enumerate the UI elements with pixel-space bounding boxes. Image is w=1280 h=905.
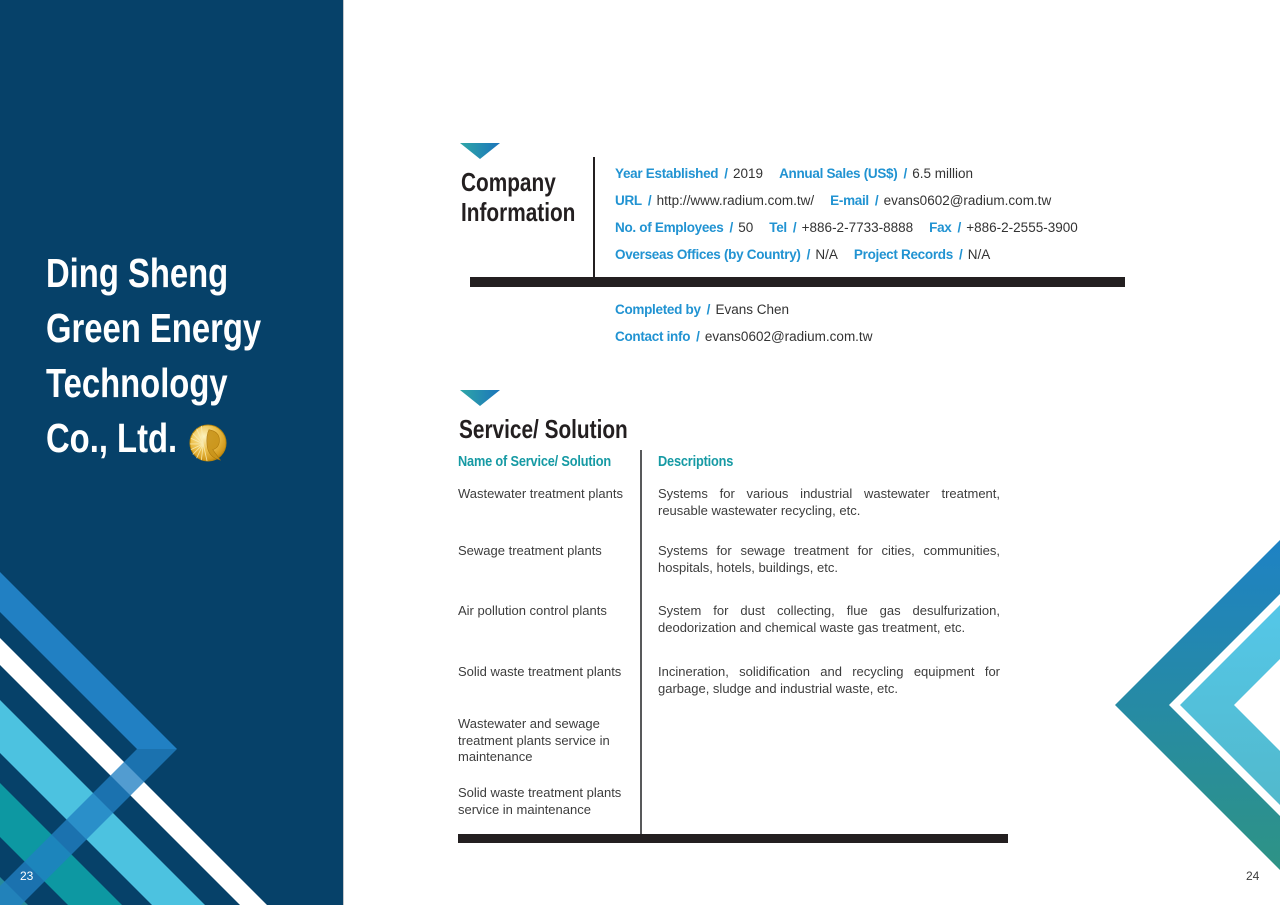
service-description-cell: Systems for various industrial wastewater treatment, reusable wastewater recycling, etc. xyxy=(658,486,1000,518)
info-field: No. of Employees / 50 xyxy=(615,220,754,235)
chevron-decoration-right xyxy=(1115,540,1280,905)
service-description-cell: System for dust collecting, flue gas desulfurization, deodorization and chemical waste gas treatment, etc. xyxy=(658,603,1000,635)
service-description-cell: Systems for sewage treatment for cities, communities, hospitals, hotels, buildings, etc. xyxy=(658,543,1000,575)
info-field: Project Records / N/A xyxy=(853,247,991,262)
column-header-name: Name of Service/ Solution xyxy=(458,453,612,470)
info-field: Overseas Offices (by Country) / N/A xyxy=(615,247,838,262)
column-header-descriptions: Descriptions xyxy=(658,453,734,470)
table-column-divider xyxy=(640,450,642,836)
company-info-divider xyxy=(593,157,595,277)
company-name-line: Green Energy xyxy=(46,305,262,351)
company-name xyxy=(46,246,261,466)
info-field: Annual Sales (US$) / 6.5 million xyxy=(779,166,974,181)
info-line xyxy=(615,323,872,350)
section-marker-triangle-icon xyxy=(460,143,500,159)
info-field: URL / http://www.radium.com.tw/ xyxy=(615,193,815,208)
page-number-right: 24 xyxy=(1246,869,1260,883)
service-solution-heading: Service/ Solution xyxy=(459,414,628,444)
service-name-cell: Wastewater treatment plants xyxy=(458,486,623,501)
service-name-cell: Sewage treatment plants xyxy=(458,543,602,558)
chevron-decoration-left xyxy=(0,560,343,905)
service-name-cell: Air pollution control plants xyxy=(458,603,607,618)
section-separator-bar xyxy=(470,277,1125,287)
info-line xyxy=(615,214,1155,241)
info-field: Contact info / evans0602@radium.com.tw xyxy=(615,329,873,344)
company-name-line: Technology xyxy=(46,360,228,406)
page-number-left: 23 xyxy=(20,869,34,883)
section-marker-triangle-icon xyxy=(460,390,500,406)
info-line xyxy=(615,241,1155,268)
company-name-line: Co., Ltd. xyxy=(46,415,178,461)
info-line xyxy=(615,187,1155,214)
info-field: E-mail / evans0602@radium.com.tw xyxy=(830,193,1052,208)
sidebar xyxy=(0,0,344,905)
info-line xyxy=(615,296,872,323)
service-name-cell: Solid waste treatment plants xyxy=(458,664,622,679)
table-bottom-bar xyxy=(458,834,1008,843)
company-info-fields xyxy=(615,160,1155,268)
company-name-line: Ding Sheng xyxy=(46,250,229,296)
info-line xyxy=(615,160,1155,187)
company-info-heading: Company Information xyxy=(461,167,576,227)
service-description-cell: Incineration, solidification and recycling equipment for garbage, sludge and industrial waste, etc. xyxy=(658,664,1000,696)
info-field: Year Established / 2019 xyxy=(615,166,764,181)
info-field: Tel / +886-2-7733-8888 xyxy=(769,220,914,235)
company-info-footer xyxy=(615,296,872,350)
service-name-cell: Solid waste treatment plants service in maintenance xyxy=(458,785,622,817)
info-field: Completed by / Evans Chen xyxy=(615,302,789,317)
info-field: Fax / +886-2-2555-3900 xyxy=(929,220,1078,235)
gold-medal-icon xyxy=(189,424,227,462)
service-name-cell: Wastewater and sewage treatment plants service in maintenance xyxy=(458,716,610,764)
